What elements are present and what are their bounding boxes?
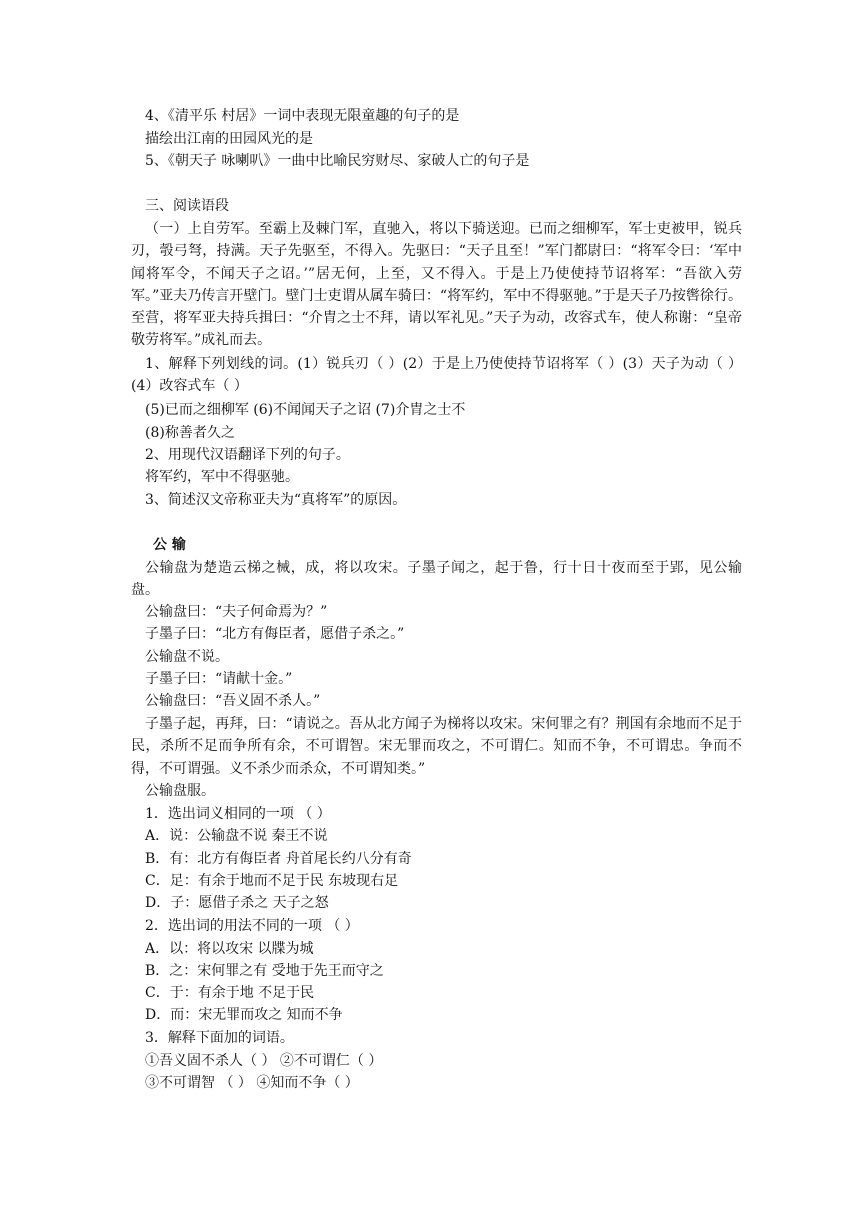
gongshu-q2-option-a: A．以：将以攻宋 以牒为城: [145, 941, 314, 957]
question-1: 1、解释下列划线的词。(1）锐兵刃（ ）(2）于是上乃使使持节诏将军（ ）(3）天子为动（ ）(4）改容式车（ ）: [131, 356, 742, 395]
gongshu-q1-option-c: C．足：有余于地而不足于民 东坡现右足: [145, 873, 399, 889]
gongshu-q2-option-d: D．而：宋无罪而攻之 知而不争: [145, 1007, 343, 1023]
gongshu-question-1: 1．选出词义相同的一项 （ ）: [145, 806, 331, 822]
question-1-items-5-7: (5)已而之细柳军 (6)不闻闻天子之诏 (7)介胄之士不: [145, 402, 466, 418]
passage-xiliu: （一）上自劳军。至霸上及棘门军，直驰入，将以下骑送迎。已而之细柳军，军士吏被甲，锐兵刃，彀弓弩，持满。天子先驱至，不得入。先驱曰：“天子且至！”军门都尉曰：“将军令曰：‘军中闻将军令，不闻天子之诏。’”居无何，上至，又不得入。于是上乃使使持节诏将军：“吾欲入劳军。”亚夫乃传言开壁门。壁门士吏谓从属车骑曰：“将军约，军中不得驱驰。”于是天子乃按辔徐行。至营，将军亚夫持兵揖曰：“介胄之士不拜，请以军礼见。”天子为动，改容式车，使人称谢：“皇帝敬劳将军。”成礼而去。: [131, 221, 742, 349]
gongshu-question-3: 3．解释下面加的词语。: [145, 1030, 294, 1046]
question-4: 4、《清平乐 村居》一词中表现无限童趣的句子的是: [145, 108, 460, 124]
gongshu-q2-option-c: C．于：有余于地 不足于民: [145, 985, 315, 1001]
section-heading: 三、阅读语段: [145, 198, 229, 214]
gongshu-paragraph-2: 子墨子起，再拜，曰：“请说之。吾从北方闻子为梯将以攻宋。宋何罪之有？荆国有余地而不足于民，杀所不足而争所有余，不可谓智。宋无罪而攻之，不可谓仁。知而不争，不可谓忠。争而不得，不可谓强。义不杀少而杀众，不可谓知类。”: [131, 716, 742, 777]
gongshu-line-4: 子墨子曰：“请献十金。”: [145, 671, 293, 687]
gongshu-q2-option-b: B．之：宋何罪之有 受地于先王而守之: [145, 963, 384, 979]
gongshu-q3-items-3-4: ③不可谓智 （ ） ④知而不争（ ）: [145, 1075, 359, 1091]
gongshu-line-5: 公输盘曰：“吾义固不杀人。”: [145, 693, 321, 709]
gongshu-q3-items-1-2: ①吾义固不杀人（ ） ②不可谓仁（ ）: [145, 1053, 383, 1069]
gongshu-q1-option-b: B．有：北方有侮臣者 舟首尾长约八分有奇: [145, 851, 412, 867]
gongshu-paragraph-1: 公输盘为楚造云梯之械，成，将以攻宋。子墨子闻之，起于鲁，行十日十夜而至于郢，见公输盘。: [131, 560, 742, 599]
gongshu-line-3: 公输盘不说。: [145, 649, 229, 665]
gongshu-q1-option-d: D．子：愿借子杀之 天子之怒: [145, 895, 329, 911]
question-1-item-8: (8)称善者久之: [145, 425, 235, 441]
question-2-sentence: 将军约，军中不得驱驰。: [145, 469, 299, 485]
gongshu-q1-option-a: A．说：公输盘不说 秦王不说: [145, 828, 328, 844]
gongshu-line-2: 子墨子曰：“北方有侮臣者，愿借子杀之。”: [145, 626, 405, 642]
gongshu-line-1: 公输盘曰：“夫子何命焉为？”: [145, 604, 328, 620]
gongshu-line-6: 公输盘服。: [145, 783, 215, 799]
question-2: 2、用现代汉语翻译下列的句子。: [145, 447, 350, 463]
passage-title: 公 输: [153, 537, 186, 553]
question-3: 3、简述汉文帝称亚夫为“真将军”的原因。: [145, 492, 407, 508]
question-4-part-b: 描绘出江南的田园风光的是: [145, 131, 313, 147]
gongshu-question-2: 2．选出词的用法不同的一项 （ ）: [145, 918, 359, 934]
question-5: 5、《朝天子 咏喇叭》一曲中比喻民穷财尽、家破人亡的句子是: [145, 153, 530, 169]
